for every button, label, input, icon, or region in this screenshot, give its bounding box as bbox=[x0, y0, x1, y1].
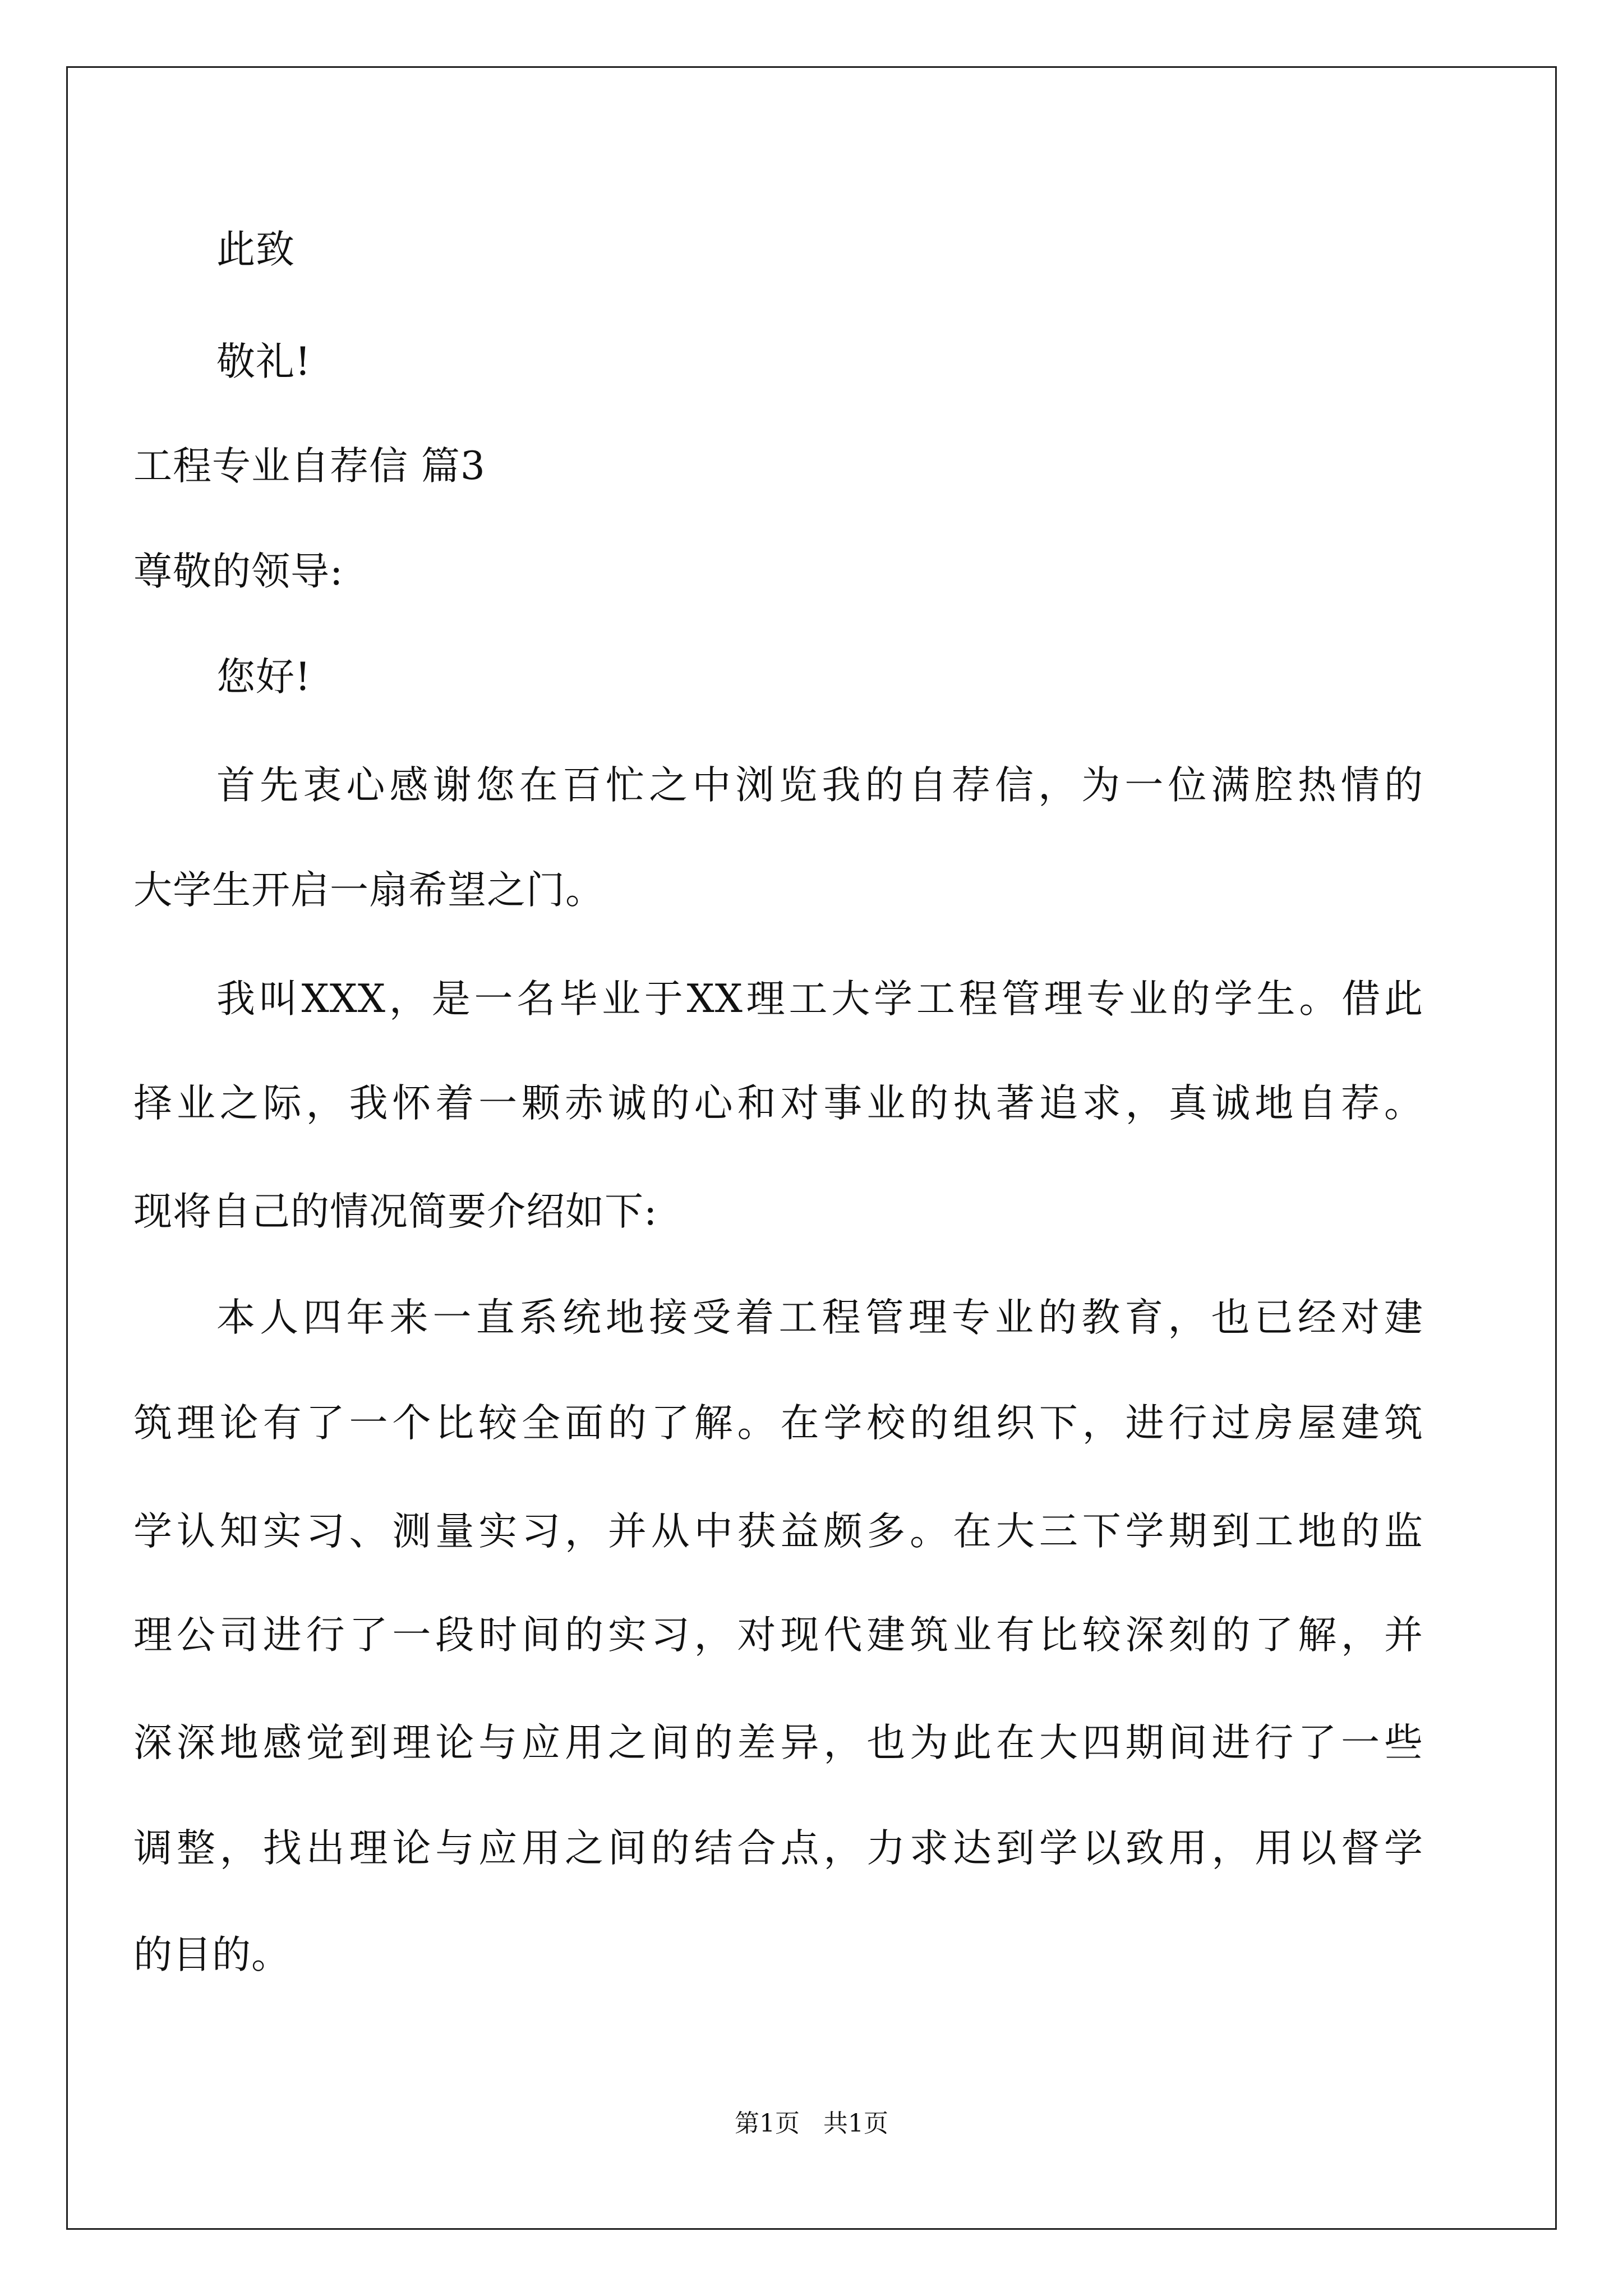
paragraph-line: 理公司进行了一段时间的实习，对现代建筑业有比较深刻的了解，并 bbox=[133, 1613, 1423, 1658]
paragraph-line: 筑理论有了一个比较全面的了解。在学校的组织下，进行过房屋建筑 bbox=[133, 1401, 1423, 1446]
page-frame bbox=[66, 66, 1557, 2230]
paragraph-line: 首先衷心感谢您在百忙之中浏览我的自荐信，为一位满腔热情的 bbox=[216, 763, 1423, 808]
hello-line: 您好! bbox=[216, 655, 311, 700]
paragraph-line: 我叫XXX，是一名毕业于XX理工大学工程管理专业的学生。借此 bbox=[216, 977, 1423, 1022]
paragraph-line: 深深地感觉到理论与应用之间的差异，也为此在大四期间进行了一些 bbox=[133, 1720, 1423, 1765]
paragraph-line: 现将自己的情况简要介绍如下: bbox=[133, 1189, 658, 1234]
salutation-line: 敬礼! bbox=[216, 339, 311, 384]
page-footer: 第1页 共1页 bbox=[735, 2109, 888, 2138]
paragraph-line: 择业之际，我怀着一颗赤诚的心和对事业的执著追求，真诚地自荐。 bbox=[133, 1081, 1423, 1126]
closing-line: 此致 bbox=[216, 227, 295, 272]
paragraph-line: 学认知实习、测量实习，并从中获益颇多。在大三下学期到工地的监 bbox=[133, 1509, 1423, 1554]
paragraph-line: 大学生开启一扇希望之门。 bbox=[133, 868, 605, 913]
paragraph-line: 本人四年来一直系统地接受着工程管理专业的教育，也已经对建 bbox=[216, 1295, 1423, 1340]
greeting-line: 尊敬的领导: bbox=[133, 549, 344, 594]
paragraph-line: 调整，找出理论与应用之间的结合点，力求达到学以致用，用以督学 bbox=[133, 1826, 1423, 1871]
section-title: 工程专业自荐信 篇3 bbox=[133, 444, 486, 489]
paragraph-line: 的目的。 bbox=[133, 1932, 291, 1977]
